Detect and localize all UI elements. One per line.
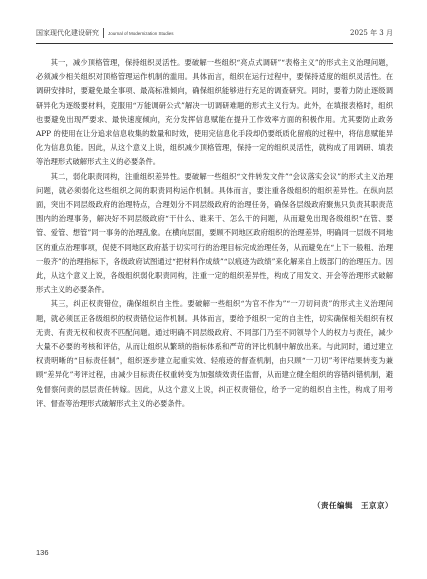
paragraph-3: 其三，纠正权责错位，确保组织自主性。要破解一些组织“为官不作为”“一刀切问责”的形式主义治理问题，就必须匡正各级组织的权责错位运作机制。具体而言，要给予组织一定的自主性，切实确保相关组织有权无责、有责无权和权责不匹配问题。通过明确不同层级政府、不同部门乃至不同领导个人的权力与责任，减少大量不必要的考核和评估，从而让组织从繁琐的指标体系和严苛的评比机制中解放出来。与此同时，通过建立权责明晰的“目标责任制”，组织逐步建立起重实效、轻痕迹的督查机制，由只顾“一刀切”考评结果转变为兼顾“差异化”考评过程，由减少目标责任权重转变为加强绩效责任监督，从而建立健全组织的容错纠错机制，避免督察问责的层层责任转嫁。因此，从这个意义上说，纠正权责错位，给予一定的组织自主性，构成了用考评、督查等治理形式破解形式主义的必要条件。 [36,299,393,408]
journal-title [36,28,174,38]
journal-title-en: Journal of Modernization Studies [108,30,174,36]
page-number: 136 [36,548,49,557]
article-body [36,56,393,411]
issue-date: 2025 年 3 月 [350,29,393,37]
editor-signature: （责任编辑 王京京） [313,501,393,510]
paragraph-1: 其一，减少顶格管理，保持组织灵活性。要破解一些组织“亮点式调研”“表格主义”的形式主义治理问题，必须减少相关组织对顶格管理运作机制的滥用。具体而言，组织在运行过程中，要保持适度的组织灵活性。在调研安排时，要避免最全事项、最高标准倾向，确保组织能够进行充足的调查研究。同时，要着力防止逐级调研异化为逐级要材料，克服用“万能调研公式”解决一切调研难题的形式主义行为。此外，在填报表格时，组织也要避免出现严要求、最快速度倾向，充分发挥信息赋能在提升工作效率方面的积极作用。尤其要防止政务 APP 的使用在让分追求信息收集的数量和时效，使用完信息化手段却仍要纸质化留痕的过程中，将信息赋能异化为信息负能。因此，从这个意义上说，组织减少顶格管理，保持一定的组织灵活性，就构成了用调研、填表等治理形式破解形式主义的必要条件。 [36,58,393,167]
header-separator [103,28,104,38]
journal-title-cn: 国家现代化建设研究 [36,29,99,37]
header-rule [36,43,393,44]
page-header [36,26,393,40]
paragraph-2: 其二，弱化职责同构，注重组织差异性。要破解一些组织“文件转发文件”“会议落实会议”的形式主义治理问题，就必须弱化这些组织之间的职责同构运作机制。具体而言，要注重各级组织的组织差异性。在纵向层面，突出不同层级政府的治理特点，合理划分不同层级政府的治理任务，确保各层级政府聚焦只负责其职责范围内的治理事务，解决好不同层级政府“干什么、谁来干、怎么干的问题，从而避免出现各级组织“在管、要管、爱管、想管”同一事务的治理乱象。在横向层面，要顾不同地区政府组织的治理差异，明确同一层级不同地区的重点治理事项，促使不同地区政府基于切实可行的治理目标完成治理任务，从而避免在“上下一般粗、治理一般齐”的治理指标下，各级政府试图通过“把材料作成绩”“以痕迹为政绩”来化解来自上级部门的治理压力。因此，从这个意义上说，各级组织弱化职责同构，注重一定的组织差异性，构成了用发文、开会等治理形式破解形式主义的必要条件。 [36,171,393,295]
